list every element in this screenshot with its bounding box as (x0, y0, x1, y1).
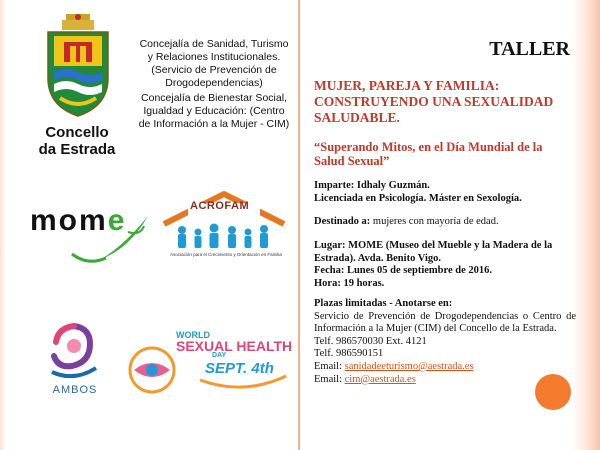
concello-name: Concello da Estrada (38, 124, 116, 158)
left-edge-band (0, 0, 6, 450)
email2-link[interactable]: cim@aestrada.es (344, 373, 416, 385)
telf2-line: Telf. 986590151 (314, 348, 384, 360)
dept-bienestar: Concejalía de Bienestar Social, Igualdad y Educación: (Centro de Información a la Mujer - CIM) (138, 92, 290, 130)
destinado-value: mujeres con mayoría de edad. (370, 216, 499, 227)
imparte-line: Imparte: Idhaly Guzmán. (314, 180, 430, 191)
page-heading: TALLER (489, 38, 570, 60)
destinado-block (314, 216, 576, 229)
concello-crest-icon (40, 14, 116, 118)
workshop-subtitle: “Superando Mitos, en el Día Mundial de la Salud Sexual” (314, 140, 543, 168)
column-divider (298, 0, 300, 450)
event-details (314, 240, 576, 290)
mome-logo-text (30, 204, 126, 238)
telf1-line: Telf. 986570030 Ext. 4121 (314, 335, 427, 347)
fecha-line: Fecha: Lunes 05 de septiembre de 2016. (314, 265, 493, 277)
email1-label: Email: (314, 360, 345, 372)
email1-link[interactable]: sanidadeeturismo@aestrada.es (344, 360, 474, 372)
contacto-text: Servicio de Prevención de Drogodependencias o Centro de Información a la Mujer (CIM) del Concello de la Estrada. (314, 310, 576, 335)
email1-line (314, 361, 576, 374)
right-edge-band (572, 0, 600, 450)
ambos-name: AMBOS (52, 384, 98, 396)
plazas-line: Plazas limitadas - Anotarse en: (314, 298, 453, 309)
imparte-detail: Licenciada en Psicología. Máster en Sexología. (314, 192, 522, 204)
hora-line: Hora: 19 horas. (314, 277, 385, 289)
wshd-day: DAY (212, 352, 227, 359)
wshd-sexual-health: SEXUAL HEALTH (176, 338, 293, 354)
acrofam-name: ACROFAM (190, 200, 250, 212)
lugar-line: Lugar: MOME (Museo del Mueble y la Madera de la Estrada). Avda. Benito Vigo. (314, 240, 553, 264)
mome-e: e (107, 204, 127, 237)
workshop-title: MUJER, PAREJA Y FAMILIA: CONSTRUYENDO UNA SEXUALIDAD SALUDABLE. (314, 78, 554, 125)
email2-label: Email: (314, 373, 345, 385)
registration-block (314, 298, 576, 386)
dept-sanidad: Concejalía de Sanidad, Turismo y Relaciones Institucionales. (Servicio de Prevención de Drogodependencias) (139, 38, 289, 89)
mome-prefix: mom (30, 204, 108, 237)
imparte-block (314, 180, 576, 205)
acrofam-tagline: Asociación para el Crecimiento y Orientación en Familia (170, 252, 282, 257)
destinado-label: Destinado a: (314, 216, 371, 227)
wshd-world: WORLD (176, 330, 210, 340)
ambos-logo-icon (44, 322, 104, 380)
orange-circle-decoration (535, 374, 571, 410)
wshd-date: SEPT. 4th (205, 360, 274, 377)
